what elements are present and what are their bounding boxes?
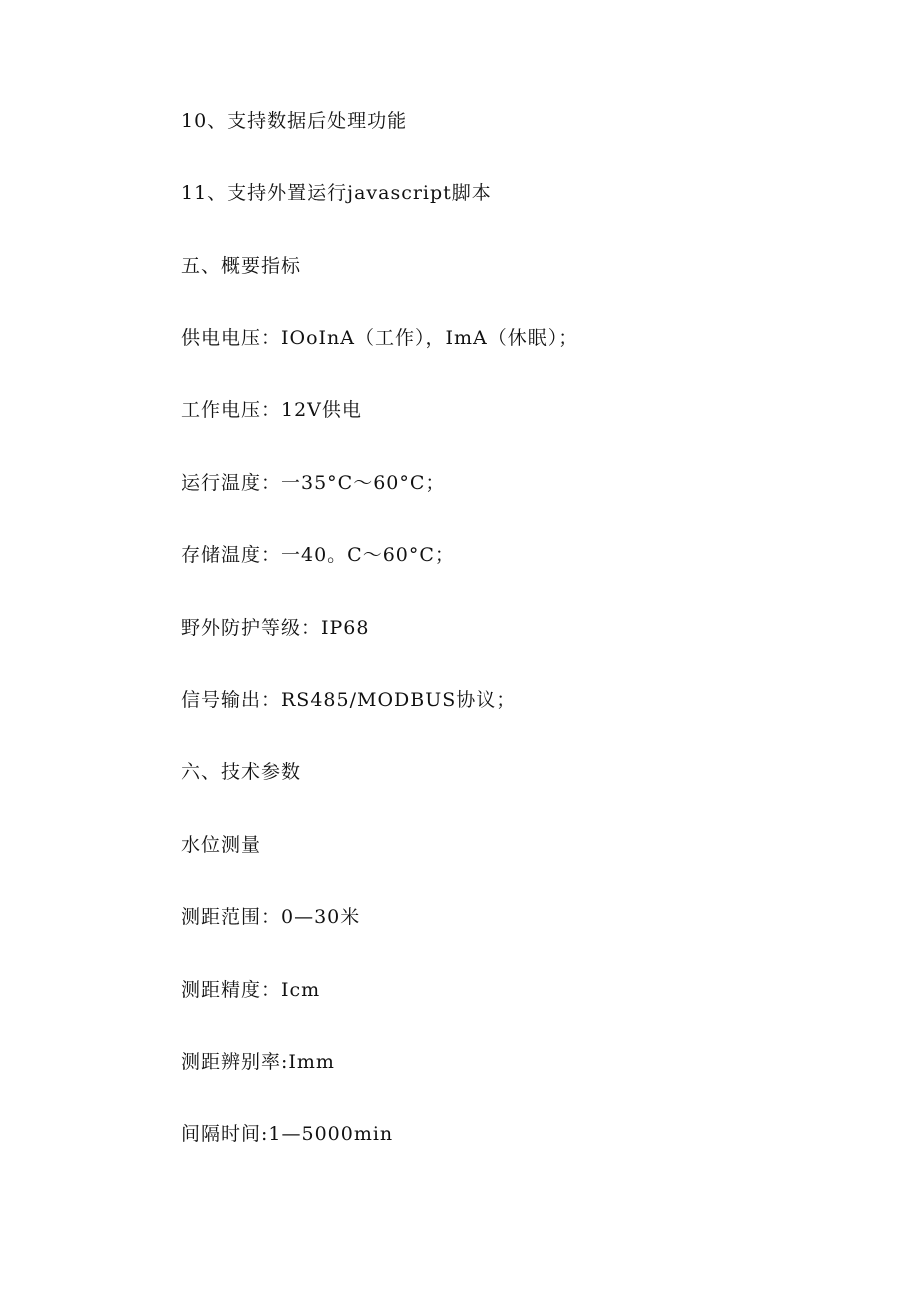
spec-protection-rating: 野外防护等级：IP68 — [181, 617, 370, 639]
spec-measuring-accuracy: 测距精度：Icm — [181, 979, 321, 1001]
section-heading-technical: 六、技术参数 — [181, 761, 302, 783]
spec-operating-temperature: 运行温度：一35°C～60°C； — [181, 472, 446, 494]
section-heading-overview: 五、概要指标 — [181, 255, 302, 277]
subheading-water-level: 水位测量 — [181, 834, 262, 856]
spec-supply-voltage: 供电电压：IOoInA（工作），ImA（休眠）； — [181, 327, 579, 349]
spec-working-voltage: 工作电压：12V供电 — [181, 399, 362, 421]
spec-measuring-range: 测距范围：0—30米 — [181, 906, 361, 928]
spec-storage-temperature: 存储温度：一40。C～60°C； — [181, 544, 455, 566]
spec-signal-output: 信号输出：RS485/MODBUS协议； — [181, 689, 517, 711]
feature-item-11: 11、支持外置运行javascript脚本 — [181, 182, 492, 204]
spec-interval-time: 间隔时间:1—5000min — [181, 1123, 394, 1145]
spec-resolution: 测距辨别率:Imm — [181, 1051, 335, 1073]
feature-item-10: 10、支持数据后处理功能 — [181, 110, 408, 132]
